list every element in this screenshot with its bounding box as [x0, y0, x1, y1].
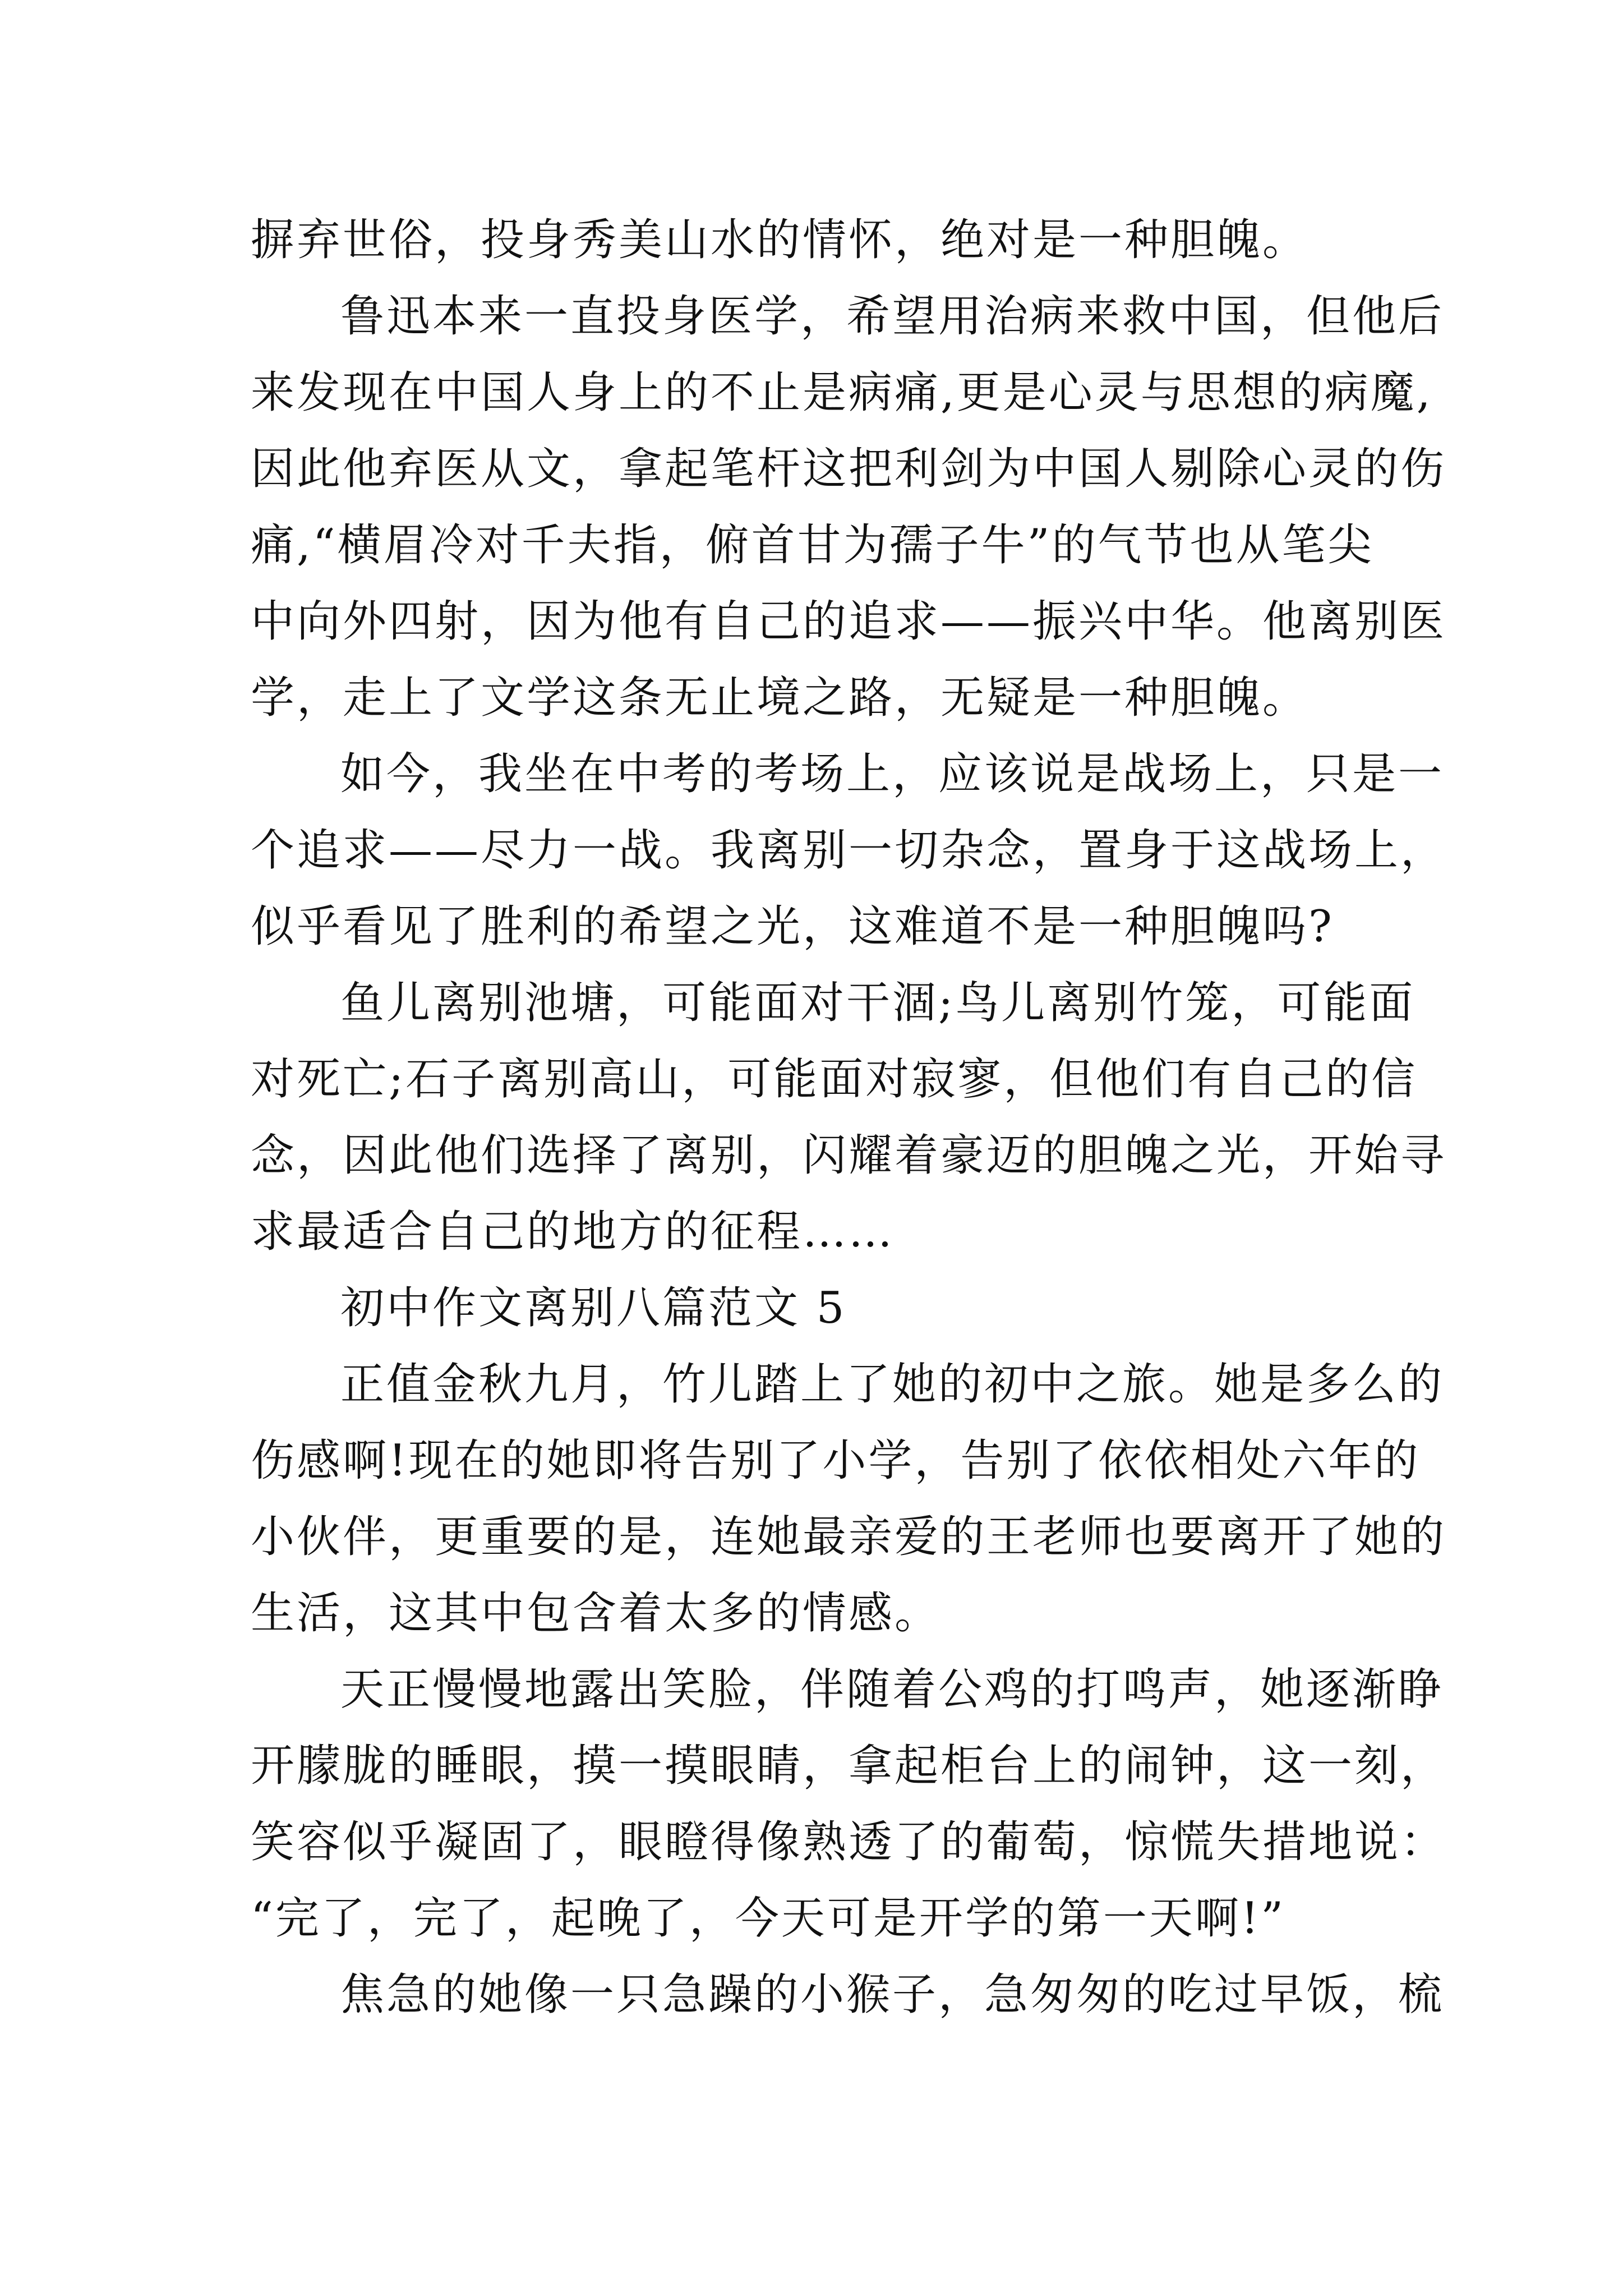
text-line: 个追求——尽力一战。我离别一切杂念，置身于这战场上，	[251, 825, 1447, 876]
paragraph-start-line: 鱼儿离别池塘，可能面对干涸;鸟儿离别竹笼，可能面	[340, 978, 1415, 1028]
paragraph-start-line: 焦急的她像一只急躁的小猴子，急匆匆的吃过早饭，梳	[340, 1970, 1445, 2020]
text-line: 痛,“横眉冷对千夫指，俯首甘为孺子牛”的气节也从笔尖	[251, 520, 1374, 570]
text-line: 求最适合自己的地方的征程……	[251, 1207, 895, 1257]
text-line: 学，走上了文学这条无止境之路，无疑是一种胆魄。	[251, 673, 1309, 723]
text-line: 中向外四射，因为他有自己的追求——振兴中华。他离别医	[251, 596, 1447, 647]
text-line: 笑容似乎凝固了，眼瞪得像熟透了的葡萄，惊慌失措地说：	[251, 1817, 1447, 1867]
text-line: 伤感啊!现在的她即将告别了小学，告别了依依相处六年的	[251, 1435, 1421, 1486]
paragraph-start-line: 天正慢慢地露出笑脸，伴随着公鸡的打鸣声，她逐渐睁	[340, 1664, 1445, 1715]
text-line: 念，因此他们选择了离别，闪耀着豪迈的胆魄之光，开始寻	[251, 1130, 1447, 1181]
text-line: 因此他弃医从文，拿起笔杆这把利剑为中国人剔除心灵的伤	[251, 444, 1447, 494]
text-line: 生活，这其中包含着太多的情感。	[251, 1588, 941, 1639]
section-title: 初中作文离别八篇范文 5	[340, 1283, 847, 1333]
text-line: 摒弃世俗，投身秀美山水的情怀，绝对是一种胆魄。	[251, 215, 1309, 265]
paragraph-start-line: 如今，我坐在中考的考场上，应该说是战场上，只是一	[340, 749, 1445, 799]
text-line: 开朦胧的睡眼，摸一摸眼睛，拿起柜台上的闹钟，这一刻，	[251, 1741, 1447, 1791]
document-body	[251, 202, 1447, 2033]
text-line: 对死亡;石子离别高山，可能面对寂寥，但他们有自己的信	[251, 1054, 1418, 1105]
text-line: 似乎看见了胜利的希望之光，这难道不是一种胆魄吗?	[251, 901, 1334, 952]
text-line: 小伙伴，更重要的是，连她最亲爱的王老师也要离开了她的	[251, 1512, 1447, 1562]
text-line: 来发现在中国人身上的不止是病痛,更是心灵与思想的病魔,	[251, 367, 1433, 418]
paragraph-start-line: 正值金秋九月，竹儿踏上了她的初中之旅。她是多么的	[340, 1359, 1445, 1410]
paragraph-start-line: 鲁迅本来一直投身医学，希望用治病来救中国，但他后	[340, 291, 1445, 342]
text-line: “完了，完了，起晚了，今天可是开学的第一天啊!”	[251, 1893, 1286, 1944]
